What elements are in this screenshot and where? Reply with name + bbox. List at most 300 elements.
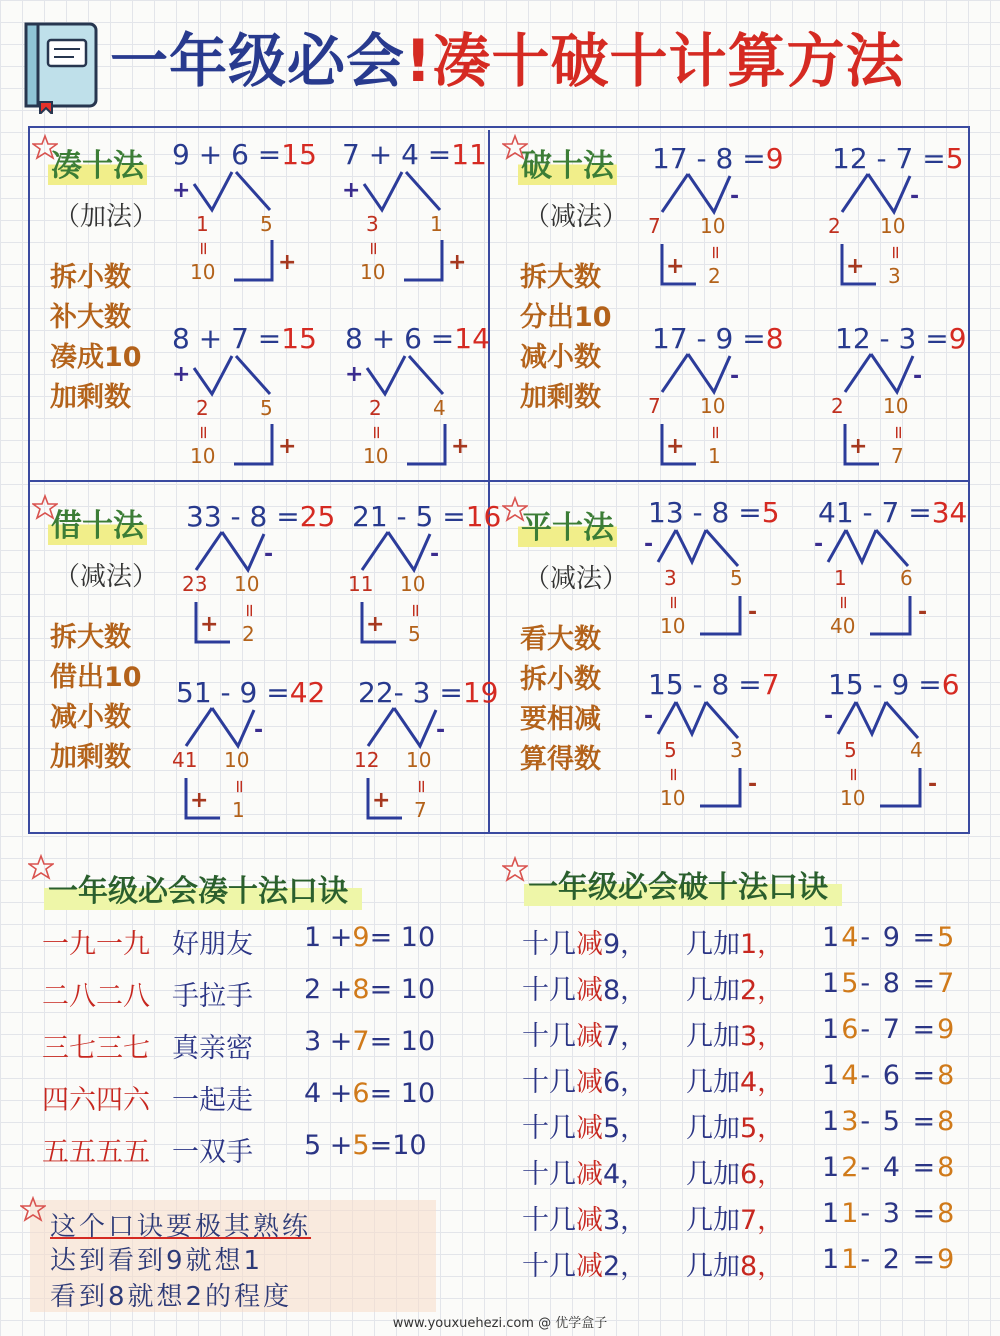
eq-part: = 10 [369,974,436,1005]
eq-part: 8 [937,1106,957,1137]
eq-part: - 9 = [860,922,938,953]
part-a: 1 [196,212,209,236]
key-part: 十几 [522,1159,576,1190]
part-b: 10 [883,394,909,418]
rhyme-right-equation [822,1198,956,1229]
rhyme-right-equation [822,968,956,999]
equation-result: 25 [299,500,336,533]
rhyme-right-key [522,1014,647,1053]
section-step: 拆小数 [520,664,601,695]
equals-vertical-icon: = [239,602,261,619]
split-lines [832,142,1000,322]
part-a: 11 [348,572,374,596]
eq-part: = 10 [369,1026,436,1057]
section-step: 看大数 [520,624,601,655]
section-step: 凑成10 [50,342,142,373]
rhyme-right-phrase [686,1060,784,1099]
example-diagram [342,138,512,318]
part-b: 5 [730,566,743,590]
eq-part: = 10 [369,922,436,953]
equation-result: 19 [462,676,499,709]
side-operator: - [910,184,920,209]
part-c: 5 [408,622,421,646]
key-part: 6， [603,1067,648,1098]
equals-vertical-icon: = [405,602,427,619]
part-b: 3 [730,738,743,762]
equation-lhs: 15 - 8 = [648,668,762,701]
part-c: 7 [891,444,904,468]
eq-part: 8 [352,974,370,1005]
part-c: 1 [708,444,721,468]
equation-result: 34 [931,496,968,529]
eq-part: 9 [937,1244,957,1275]
corner-operator: - [918,600,928,625]
part-b: 10 [880,214,906,238]
key-part: 减 [576,929,603,960]
corner-operator: + [278,250,297,275]
key-part: 减 [576,1205,603,1236]
part-c: 10 [360,260,386,284]
equation-result: 6 [941,668,960,701]
corner-operator: + [666,434,685,459]
side-operator: + [342,178,361,203]
rhyme-right-phrase [686,1244,784,1283]
section-step: 拆小数 [50,262,131,293]
title-part1: 一年级必会 [110,27,406,95]
rhyme-right-phrase [686,1106,784,1145]
key-part: 减 [576,1113,603,1144]
part-a: 41 [172,748,198,772]
example-diagram [814,496,988,676]
footer: www.youxuehezi.com @ 优学盒子 [392,1316,608,1331]
phrase-part: 几加 [686,1113,740,1144]
key-part: 十几 [522,929,576,960]
page-title [110,14,904,98]
side-operator: - [824,704,834,729]
part-a: 5 [844,738,857,762]
key-part: 减 [576,1159,603,1190]
key-part: 9， [603,929,648,960]
part-c: 10 [660,614,686,638]
corner-operator: + [200,612,219,637]
star-icon [28,854,54,880]
corner-operator: + [278,434,297,459]
corner-operator: + [451,434,470,459]
equation-lhs: 51 - 9 = [176,676,290,709]
eq-part: 1 [841,1244,861,1275]
section-step: 减小数 [50,702,131,733]
rhyme-left-equation [304,1026,435,1057]
star-icon [502,496,528,522]
key-part: 十几 [522,1067,576,1098]
section-step: 补大数 [50,302,131,333]
rhyme-right-phrase [686,1152,784,1191]
example-diagram [648,322,822,502]
equation-result: 42 [289,676,326,709]
eq-part: 1 + [304,922,353,953]
eq-part: 1 [822,922,842,953]
part-c: 2 [708,264,721,288]
rhyme-right-phrase [686,922,784,961]
phrase-part: 1， [740,929,785,960]
rhyme-left-phrase: 一起走 [172,1085,253,1116]
example-diagram [348,500,522,680]
eq-part: 7 [352,1026,370,1057]
eq-part: 1 [822,1106,842,1137]
example-diagram [172,138,342,318]
equation-result: 15 [281,322,317,355]
eq-part: =10 [369,1130,427,1161]
example-diagram [172,676,346,856]
part-c: 1 [232,798,245,822]
phrase-part: 几加 [686,929,740,960]
phrase-part: 2， [740,975,785,1006]
rhyme-right-key [522,1060,647,1099]
equals-vertical-icon: = [229,778,251,795]
part-c: 10 [190,260,216,284]
example-diagram [648,142,822,322]
side-operator: + [345,362,364,387]
key-part: 十几 [522,1113,576,1144]
part-a: 7 [648,394,661,418]
equals-vertical-icon: = [193,240,215,257]
corner-operator: + [366,612,385,637]
section-step: 加剩数 [520,382,601,413]
side-operator: - [913,364,923,389]
star-icon [20,1196,46,1222]
equation-result: 5 [945,142,964,175]
rhyme-left-phrase: 真亲密 [172,1033,253,1064]
rhyme-right-key [522,922,647,961]
rhyme-left-phrase: 手拉手 [172,981,253,1012]
rhyme-left-key: 一九一九 [42,929,150,960]
split-lines [358,676,528,856]
rhyme-left-title: 一年级必会凑十法口诀 [44,866,362,910]
example-diagram [172,322,342,502]
eq-part: 1 [822,968,842,999]
equation-result: 8 [765,322,784,355]
key-part: 3， [603,1205,648,1236]
equals-vertical-icon: = [885,244,907,261]
corner-operator: - [928,772,938,797]
eq-part: 8 [937,1198,957,1229]
example-diagram [824,668,998,848]
eq-part: 1 [822,1244,842,1275]
equation-lhs: 15 - 9 = [828,668,942,701]
equals-vertical-icon: = [705,244,727,261]
part-b: 10 [700,214,726,238]
side-operator: - [430,542,440,567]
rhyme-right-key [522,1244,647,1283]
key-part: 十几 [522,1205,576,1236]
equation-result: 5 [761,496,780,529]
part-a: 3 [366,212,379,236]
side-operator: - [730,184,740,209]
phrase-part: 3， [740,1021,785,1052]
note-line-3: 看到8就想2的程度 [50,1282,293,1312]
eq-part: 3 + [304,1026,353,1057]
eq-part: - 6 = [860,1060,938,1091]
split-lines [652,322,822,502]
rhyme-right-equation [822,1106,956,1137]
part-a: 2 [196,396,209,420]
phrase-part: 几加 [686,1067,740,1098]
equals-vertical-icon: = [193,424,215,441]
eq-part: 8 [937,1152,957,1183]
note-line-1: 这个口诀要极其熟练 [50,1212,312,1242]
part-a: 3 [664,566,677,590]
star-icon [502,856,528,882]
eq-part: 1 [822,1152,842,1183]
equation-lhs: 8 + 6 = [345,322,455,355]
eq-part: 5 [841,968,861,999]
star-icon [502,134,528,160]
equals-vertical-icon: = [843,766,865,783]
eq-part: 6 [841,1014,861,1045]
rhyme-right-title: 一年级必会破十法口诀 [524,862,842,906]
key-part: 8， [603,975,648,1006]
eq-part: 4 [841,1060,861,1091]
section-step: 加剩数 [50,382,131,413]
part-c: 10 [190,444,216,468]
eq-part: - 2 = [860,1244,938,1275]
equals-vertical-icon: = [663,594,685,611]
equation-result: 15 [281,138,317,171]
part-c: 10 [660,786,686,810]
split-lines [352,500,522,680]
star-icon [32,494,58,520]
phrase-part: 几加 [686,1251,740,1282]
section-subtitle-cou: （加法） [54,202,159,232]
phrase-part: 几加 [686,1205,740,1236]
section-step: 借出10 [50,662,142,693]
part-a: 2 [831,394,844,418]
corner-operator: - [748,600,758,625]
corner-operator: + [849,434,868,459]
eq-part: 2 [841,1152,861,1183]
equation-lhs: 17 - 9 = [652,322,766,355]
equation-lhs: 41 - 7 = [818,496,932,529]
rhyme-left-key: 五五五五 [42,1137,150,1168]
equals-vertical-icon: = [366,424,388,441]
key-part: 十几 [522,975,576,1006]
title-part2: 凑十破十计算方法 [432,27,905,95]
key-part: 十几 [522,1021,576,1052]
eq-part: 1 [822,1014,842,1045]
equation-lhs: 17 - 8 = [652,142,766,175]
eq-part: 5 [352,1130,370,1161]
part-b: 5 [260,212,273,236]
equation-lhs: 21 - 5 = [352,500,466,533]
part-a: 1 [834,566,847,590]
part-a: 2 [828,214,841,238]
eq-part: - 5 = [860,1106,938,1137]
rhyme-left-equation [304,1130,427,1161]
key-part: 减 [576,1021,603,1052]
split-lines [176,676,346,856]
eq-part: 5 [937,922,957,953]
corner-operator: + [846,254,865,279]
key-part: 4， [603,1159,648,1190]
rhyme-right-phrase [686,968,784,1007]
equation-result: 9 [765,142,784,175]
part-c: 40 [830,614,856,638]
corner-operator: + [190,788,209,813]
example-diagram [828,142,1000,322]
example-diagram [182,500,356,680]
part-c: 10 [363,444,389,468]
rhyme-right-equation [822,1060,956,1091]
rhyme-right-equation [822,1014,956,1045]
phrase-part: 几加 [686,975,740,1006]
rhyme-right-equation [822,922,956,953]
rhyme-left-key: 二八二八 [42,981,150,1012]
corner-operator: + [666,254,685,279]
equals-vertical-icon: = [663,766,685,783]
equals-vertical-icon: = [411,778,433,795]
rhyme-right-key [522,1106,647,1145]
part-b: 5 [260,396,273,420]
equation-result: 14 [454,322,490,355]
section-step: 减小数 [520,342,601,373]
eq-part: 7 [937,968,957,999]
rhyme-left-equation [304,974,435,1005]
section-step: 要相减 [520,704,601,735]
side-operator: - [264,542,274,567]
side-operator: - [814,532,824,557]
rhyme-right-phrase [686,1198,784,1237]
part-b: 4 [910,738,923,762]
rhyme-left-phrase: 好朋友 [172,929,253,960]
equals-vertical-icon: = [833,594,855,611]
side-operator: - [254,718,264,743]
split-lines [652,142,822,322]
key-part: 5， [603,1113,648,1144]
rhyme-right-equation [822,1152,956,1183]
eq-part: 8 [937,1060,957,1091]
part-a: 23 [182,572,208,596]
part-b: 6 [900,566,913,590]
phrase-part: 6， [740,1159,785,1190]
section-subtitle-po: （减法） [524,202,629,232]
equation-result: 7 [761,668,780,701]
part-a: 12 [354,748,380,772]
part-b: 10 [400,572,426,596]
example-diagram [831,322,1000,502]
phrase-part: 几加 [686,1021,740,1052]
section-step: 算得数 [520,744,601,775]
equation-result: 9 [948,322,967,355]
side-operator: - [436,718,446,743]
eq-part: 6 [352,1078,370,1109]
example-diagram [354,676,528,856]
eq-part: - 7 = [860,1014,938,1045]
key-part: 减 [576,975,603,1006]
key-part: 减 [576,1067,603,1098]
section-step: 加剩数 [50,742,131,773]
side-operator: + [172,362,191,387]
eq-part: 4 + [304,1078,353,1109]
example-diagram [644,668,818,848]
part-a: 7 [648,214,661,238]
phrase-part: 7， [740,1205,785,1236]
rhyme-left-key: 三七三七 [42,1033,150,1064]
equals-vertical-icon: = [363,240,385,257]
phrase-part: 4， [740,1067,785,1098]
rhyme-left-equation [304,1078,435,1109]
section-step: 拆大数 [520,262,601,293]
split-lines [186,500,356,680]
equation-result: 11 [451,138,487,171]
section-subtitle-ping: （减法） [524,564,629,594]
eq-part: 3 [841,1106,861,1137]
example-diagram [345,322,515,502]
corner-operator: - [748,772,758,797]
key-part: 十几 [522,1251,576,1282]
phrase-part: 5， [740,1113,785,1144]
rhyme-right-equation [822,1244,956,1275]
part-b: 10 [700,394,726,418]
equation-lhs: 13 - 8 = [648,496,762,529]
part-b: 10 [224,748,250,772]
part-c: 10 [840,786,866,810]
equation-lhs: 9 + 6 = [172,138,282,171]
split-lines [835,322,1000,502]
corner-operator: + [372,788,391,813]
section-title-ping: 平十法 [518,502,617,547]
equation-lhs: 22- 3 = [358,676,463,709]
key-part: 7， [603,1021,648,1052]
section-title-cou: 凑十法 [48,140,147,185]
part-b: 10 [406,748,432,772]
phrase-part: 几加 [686,1159,740,1190]
equals-vertical-icon: = [705,424,727,441]
side-operator: + [172,178,191,203]
rhyme-right-phrase [686,1014,784,1053]
section-step: 分出10 [520,302,612,333]
eq-part: 1 [822,1198,842,1229]
star-icon [32,134,58,160]
rhyme-right-key [522,1152,647,1191]
part-a: 2 [369,396,382,420]
part-b: 4 [433,396,446,420]
side-operator: - [644,704,654,729]
note-line-2: 达到看到9就想1 [50,1246,264,1276]
eq-part: 1 [841,1198,861,1229]
equation-lhs: 33 - 8 = [186,500,300,533]
key-part: 2， [603,1251,648,1282]
side-operator: - [730,364,740,389]
eq-part: 1 [822,1060,842,1091]
equation-lhs: 12 - 7 = [832,142,946,175]
eq-part: - 8 = [860,968,938,999]
part-c: 7 [414,798,427,822]
eq-part: 4 [841,922,861,953]
eq-part: 5 + [304,1130,353,1161]
rhyme-left-equation [304,922,435,953]
part-c: 2 [242,622,255,646]
rhyme-left-phrase: 一双手 [172,1137,253,1168]
equals-vertical-icon: = [888,424,910,441]
side-operator: - [644,532,654,557]
equation-lhs: 7 + 4 = [342,138,452,171]
section-title-po: 破十法 [518,140,617,185]
key-part: 减 [576,1251,603,1282]
example-diagram [644,496,818,676]
eq-part: 2 + [304,974,353,1005]
exclamation-icon: ! [405,27,433,95]
equation-lhs: 8 + 7 = [172,322,282,355]
